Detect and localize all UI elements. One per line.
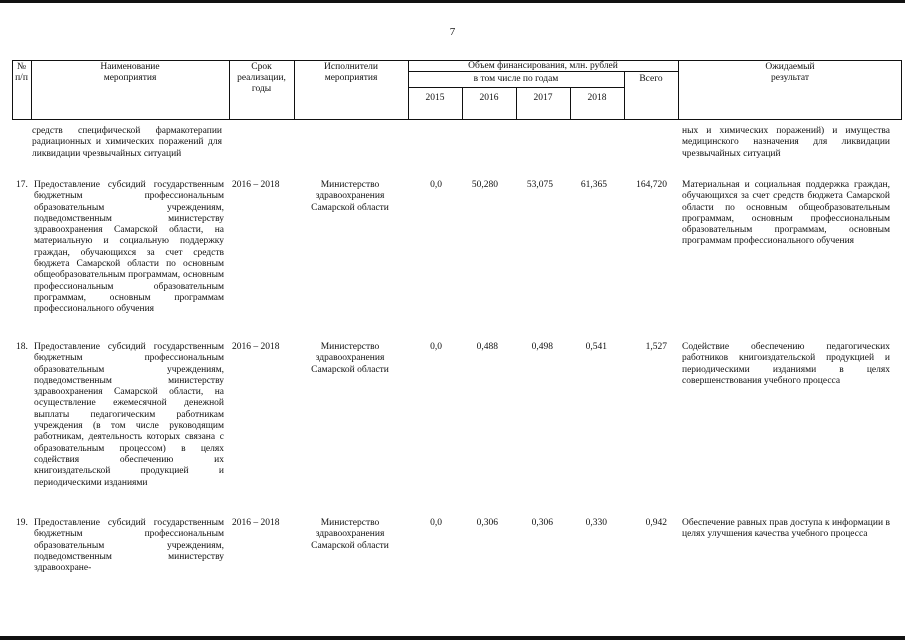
row-number: 17. <box>16 180 28 190</box>
row-value-2016: 0,488 <box>476 342 498 352</box>
row-value-2018: 0,541 <box>585 342 607 352</box>
top-border <box>0 0 905 3</box>
row-term: 2016 – 2018 <box>232 180 280 190</box>
row-value-2018: 0,330 <box>585 518 607 528</box>
continuation-result: ных и химических поражений) и имущества медицинского назначения для ликвидации чрезвычайных ситуаций <box>682 126 890 159</box>
row-value-total: 0,942 <box>645 518 667 528</box>
continuation-name: средств специфической фармакотерапии радиационных и химических поражений для ликвидации чрезвычайных ситуаций <box>32 126 222 159</box>
page-number: 7 <box>449 26 456 38</box>
row-value-total: 164,720 <box>636 180 667 190</box>
row-value-2018: 61,365 <box>580 180 607 190</box>
row-result: Содействие обеспечению педагогических работников книгоиздательской продукцией и периодическими изданиями в целях совершенствования учебного процесса <box>682 342 890 386</box>
row-value-2017: 53,075 <box>526 180 553 190</box>
row-result: Материальная и социальная поддержка граждан, обучающихся за счет средств бюджета Самарской области по основным общеобразовательным программам, основным профессиональным образовательным программам, основным программам профессионального обучения <box>682 180 890 247</box>
row-result: Обеспечение равных прав доступа к информации в целях улучшения качества учебного процесса <box>682 518 890 540</box>
header-by-years: в том числе по годам <box>473 74 559 84</box>
header-year-2018: 2018 <box>587 93 607 103</box>
header-result: Ожидаемый результат <box>765 62 815 83</box>
header-executors: Исполнители мероприятия <box>324 62 378 83</box>
row-term: 2016 – 2018 <box>232 342 280 352</box>
row-value-2016: 50,280 <box>471 180 498 190</box>
header-year-2017: 2017 <box>533 93 553 103</box>
row-value-2017: 0,498 <box>531 342 553 352</box>
header-total: Всего <box>639 74 663 84</box>
row-executor: Министерство здравоохранения Самарской области <box>311 342 389 375</box>
row-executor: Министерство здравоохранения Самарской области <box>311 518 389 551</box>
header-num: № п/п <box>15 62 28 83</box>
row-value-2015: 0,0 <box>430 180 442 190</box>
header-funding: Объем финансирования, млн. рублей <box>468 61 618 71</box>
header-name: Наименование мероприятия <box>100 62 160 83</box>
bottom-border <box>0 636 905 640</box>
header-term: Срок реализации, годы <box>237 62 286 94</box>
header-year-2016: 2016 <box>479 93 499 103</box>
row-value-2015: 0,0 <box>430 518 442 528</box>
row-name: Предоставление субсидий государственным бюджетным профессиональным образовательным учреждениям, подведомственным министерству здравоохранения Самарской области, на осуществление ежемесячной денежной выплаты педагогическим работникам учреждения (в том числе руководящим работникам, деятельность которых связана с образовательным процессом) в целях содействия обеспечению их книгоиздательской продукцией и периодическими изданиями <box>34 342 224 488</box>
row-term: 2016 – 2018 <box>232 518 280 528</box>
row-name: Предоставление субсидий государственным бюджетным профессиональным образовательным учреждениям, подведомственным министерству здравоохранения Самарской области, на материальную и социальную поддержку граждан, обучающихся за счет средств бюджета Самарской области по основным общеобразовательным программам, основным профессиональным образовательным программам, основным программам профессионального обучения <box>34 180 224 315</box>
row-name: Предоставление субсидий государственным бюджетным профессиональным образовательным учреждениям, подведомственным министерству здравоохране- <box>34 518 224 574</box>
table-header <box>12 60 902 120</box>
row-executor: Министерство здравоохранения Самарской области <box>311 180 389 213</box>
header-year-2015: 2015 <box>425 93 445 103</box>
row-value-2016: 0,306 <box>476 518 498 528</box>
row-number: 19. <box>16 518 28 528</box>
row-value-total: 1,527 <box>645 342 667 352</box>
row-number: 18. <box>16 342 28 352</box>
row-value-2015: 0,0 <box>430 342 442 352</box>
row-value-2017: 0,306 <box>531 518 553 528</box>
